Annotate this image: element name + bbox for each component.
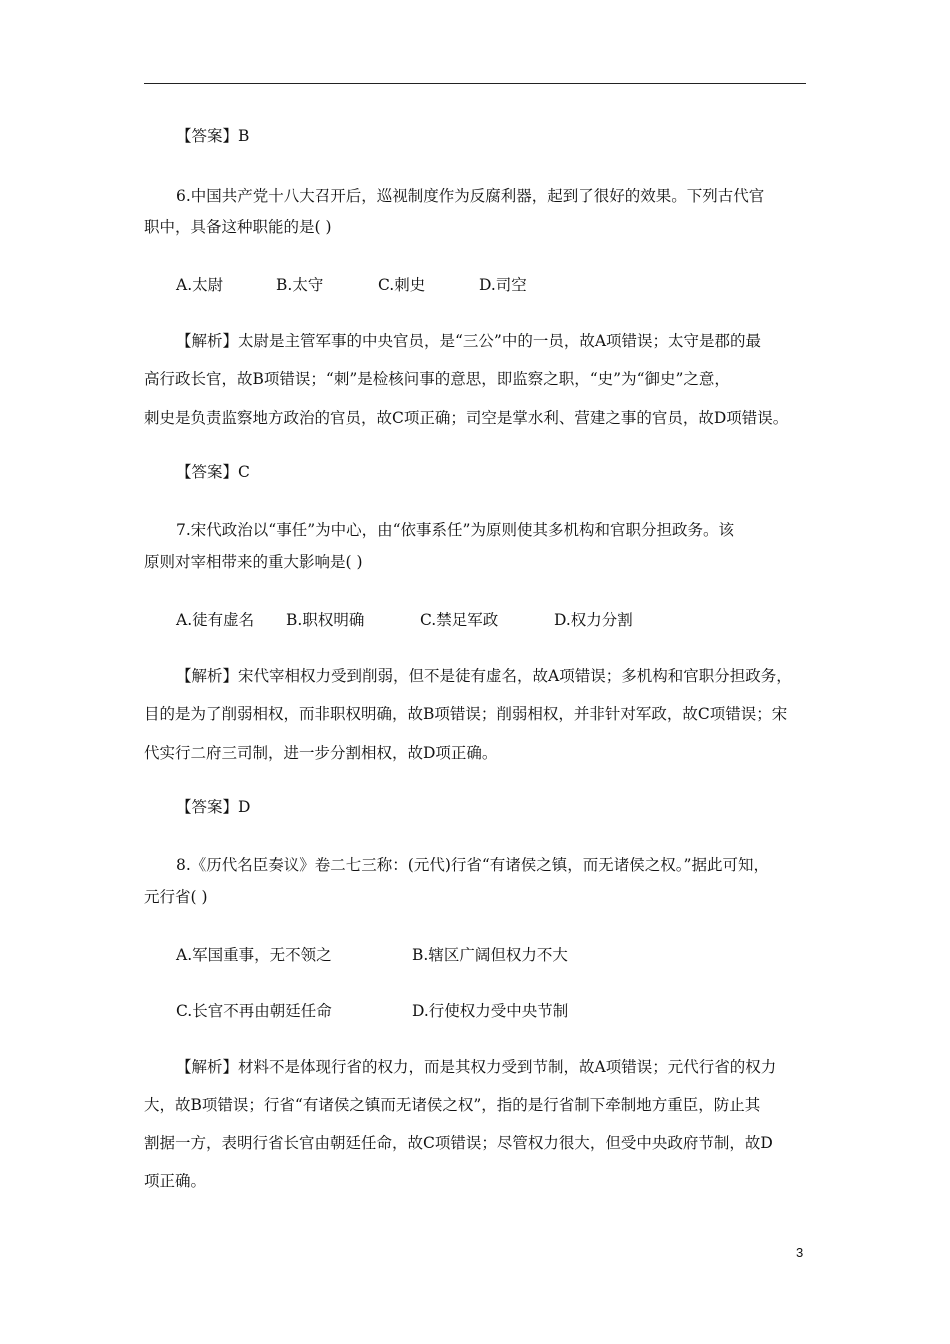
q7-stem-line-1: 7.宋代政治以“事任”为中心，由“依事系任”为原则使其多机构和官职分担政务。该 [176,521,734,539]
q6-option-b: B.太守 [276,276,324,294]
answer-q7: 【答案】D [176,798,251,816]
answer-q6: 【答案】C [176,463,250,481]
q6-option-d: D.司空 [479,276,527,294]
q7-analysis-line-2: 目的是为了削弱相权，而非职权明确，故B项错误；削弱相权，并非针对军政，故C项错误；宋 [144,705,788,723]
q6-option-c: C.刺史 [378,276,426,294]
q7-option-d: D.权力分割 [554,611,633,629]
q8-stem-line-2: 元行省( ) [144,888,208,906]
page-number: 3 [796,1245,804,1260]
q7-option-a: A.徒有虚名 [176,611,255,629]
q8-option-b: B.辖区广阔但权力不大 [412,946,568,964]
q7-analysis-line-3: 代实行二府三司制，进一步分割相权，故D项正确。 [144,744,498,762]
q8-analysis-line-1: 【解析】材料不是体现行省的权力，而是其权力受到节制，故A项错误；元代行省的权力 [176,1058,777,1076]
q6-stem-line-2: 职中，具备这种职能的是( ) [144,218,332,236]
q6-option-a: A.太尉 [176,276,224,294]
q7-option-b: B.职权明确 [286,611,365,629]
q8-analysis-line-4: 项正确。 [144,1172,207,1190]
q7-analysis-line-1: 【解析】宋代宰相权力受到削弱，但不是徒有虚名，故A项错误；多机构和官职分担政务， [176,667,792,685]
q6-stem-line-1: 6.中国共产党十八大召开后，巡视制度作为反腐利器，起到了很好的效果。下列古代官 [176,187,765,205]
q8-stem-line-1: 8.《历代名臣奏议》卷二七三称：(元代)行省“有诸侯之镇，而无诸侯之权。”据此可知， [176,856,769,874]
q8-option-d: D.行使权力受中央节制 [412,1002,569,1020]
header-rule [144,83,806,84]
q8-analysis-line-2: 大，故B项错误；行省“有诸侯之镇而无诸侯之权”，指的是行省制下牵制地方重臣，防止其 [144,1096,761,1114]
q8-option-c: C.长官不再由朝廷任命 [176,1002,332,1020]
q8-option-a: A.军国重事，无不领之 [176,946,332,964]
answer-q5: 【答案】B [176,127,250,145]
q6-analysis-line-2: 高行政长官，故B项错误；“刺”是检核问事的意思，即监察之职，“史”为“御史”之意， [144,370,730,388]
q7-option-c: C.禁足军政 [420,611,499,629]
q8-analysis-line-3: 割据一方，表明行省长官由朝廷任命，故C项错误；尽管权力很大，但受中央政府节制，故D [144,1134,773,1152]
q7-stem-line-2: 原则对宰相带来的重大影响是( ) [144,553,363,571]
q6-analysis-line-1: 【解析】太尉是主管军事的中央官员，是“三公”中的一员，故A项错误；太守是郡的最 [176,332,762,350]
q6-analysis-line-3: 刺史是负责监察地方政治的官员，故C项正确；司空是掌水利、营建之事的官员，故D项错误。 [144,409,789,427]
